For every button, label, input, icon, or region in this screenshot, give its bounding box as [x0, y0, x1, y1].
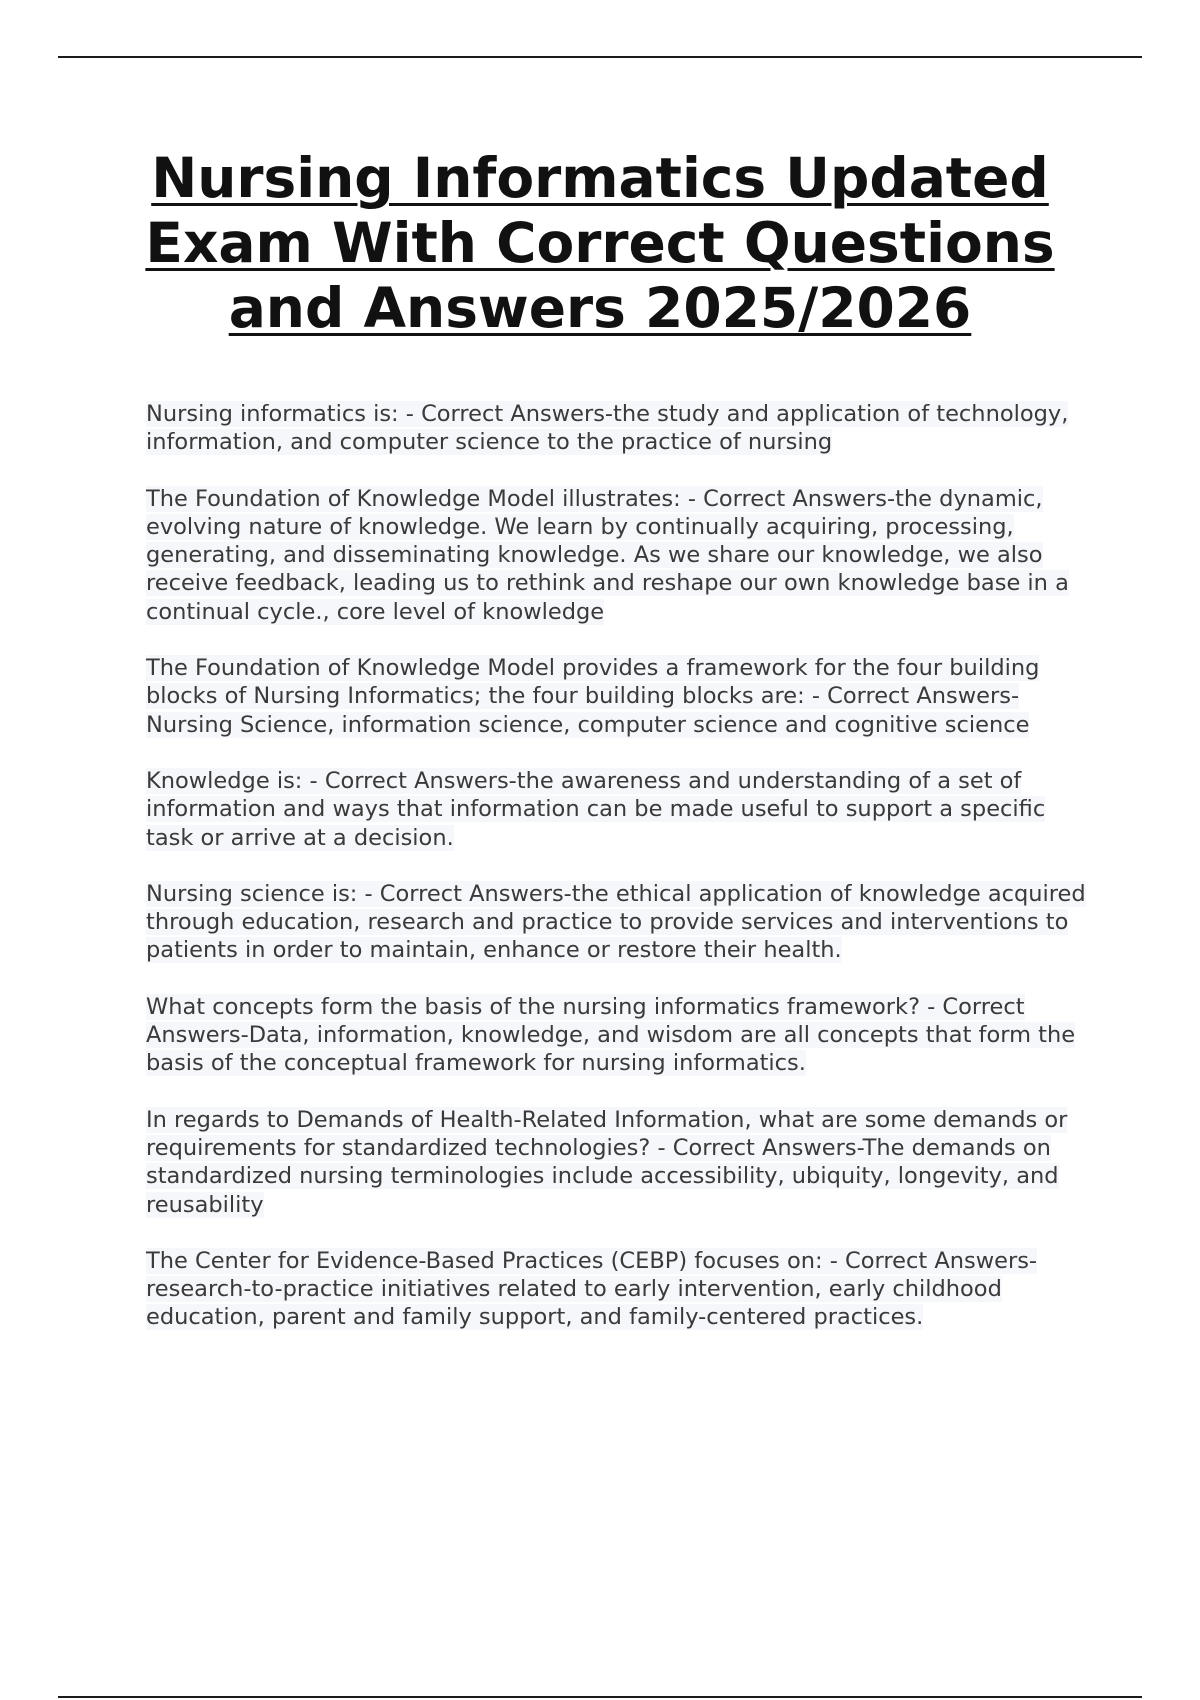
qa-item [146, 1106, 1096, 1219]
bottom-divider [58, 1696, 1142, 1698]
document-title: Nursing Informatics Updated Exam With Correct Questions and Answers 2025/2026 [145, 146, 1055, 340]
qa-item-text: Nursing science is: - Correct Answers-the ethical application of knowledge acquired through education, research and practice to provide services and interventions to patients in order to maintain, enhance or restore their health. [146, 880, 1086, 964]
qa-item [146, 880, 1096, 965]
qa-item [146, 993, 1096, 1078]
qa-item-text: The Foundation of Knowledge Model provides a framework for the four building blocks of Nursing Informatics; the four building blocks are: - Correct Answers-Nursing Science, information science, computer science and cognitive science [146, 655, 1040, 738]
qa-item-text: Nursing informatics is: - Correct Answers-the study and application of technology, information, and computer science to the practice of nursing [146, 401, 1069, 456]
qa-item [146, 400, 1096, 457]
top-divider [58, 56, 1142, 58]
qa-item-text: Knowledge is: - Correct Answers-the awareness and understanding of a set of information and ways that information can be made useful to support a specific task or arrive at a decision. [146, 767, 1046, 851]
qa-item-text: The Foundation of Knowledge Model illustrates: - Correct Answers-the dynamic, evolving nature of knowledge. We learn by continually acquiring, processing, generating, and disseminating knowledge. As we share our knowledge, we also receive feedback, leading us to rethink and reshape our own knowledge base in a continual cycle., core level of knowledge [146, 485, 1069, 625]
qa-item-text: In regards to Demands of Health-Related Information, what are some demands or requirements for standardized technologies? - Correct Answers-The demands on standardized nursing terminologies include accessibility, ubiquity, longevity, and reusability [146, 1106, 1068, 1218]
qa-item-text: What concepts form the basis of the nursing informatics framework? - Correct Answers-Data, information, knowledge, and wisdom are all concepts that form the basis of the conceptual framework for nursing informatics. [146, 993, 1076, 1077]
qa-item-text: The Center for Evidence-Based Practices (CEBP) focuses on: - Correct Answers-research-to-practice initiatives related to early intervention, early childhood education, parent and family support, and family-centered practices. [146, 1247, 1038, 1331]
qa-list [146, 400, 1096, 1360]
qa-item [146, 1247, 1096, 1332]
qa-item [146, 654, 1096, 739]
qa-item [146, 767, 1096, 852]
qa-item [146, 485, 1096, 626]
